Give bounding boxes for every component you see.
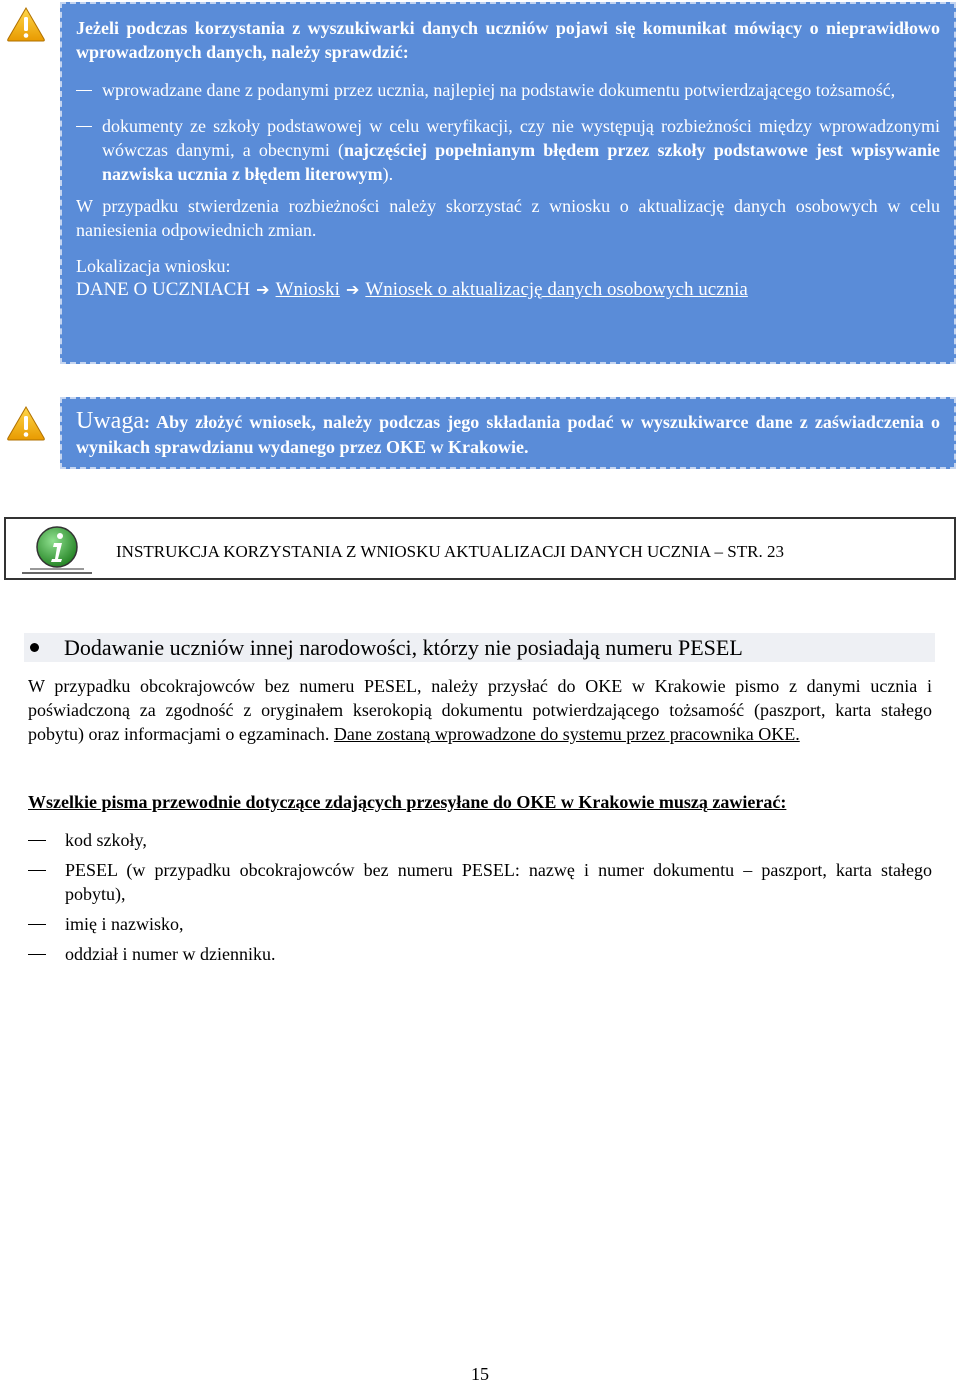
requirements-list [28,828,932,972]
bullet-icon [30,643,39,652]
list-item-text: wprowadzane dane z podanymi przez ucznia, najlepiej na podstawie dokumentu potwierdzającego tożsamość, [102,80,896,100]
list-item [28,858,932,906]
list-item [28,912,932,936]
list-item [28,828,932,852]
list-item [28,942,932,966]
requirements-heading: Wszelkie pisma przewodnie dotyczące zdających przesyłane do OKE w Krakowie muszą zawierać: [28,792,787,812]
link-wniosek-aktualizacja[interactable]: Wniosek o aktualizację danych osobowych ucznia [365,279,748,300]
info-icon [20,525,94,582]
list-item-text: oddział i numer w dzienniku. [65,944,276,964]
paragraph-underlined-text: Dane zostaną wprowadzone do systemu przez pracownika OKE. [333,724,800,744]
note-box [60,397,956,469]
list-item [76,78,940,102]
section-paragraph [28,674,932,746]
instruction-text: INSTRUKCJA KORZYSTANIA Z WNIOSKU AKTUALIZACJI DANYCH UCZNIA – STR. 23 [116,542,784,561]
warning-icon [6,6,46,42]
instruction-reference-box [4,517,956,580]
page-number: 15 [471,1364,489,1384]
arrow-right-icon: ➔ [256,280,270,299]
warning-paragraph: W przypadku stwierdzenia rozbieżności należy skorzystać z wniosku o aktualizację danych osobowych w celu naniesienia odpowiednich zmian. [76,196,940,240]
warning-icon [6,405,46,441]
section-heading [24,633,935,662]
list-item-text: dokumenty ze szkoły podstawowej w celu weryfikacji, czy nie występują rozbieżności między wprowadzonymi wówczas danymi, a obecnymi ( [102,116,940,160]
list-item-text: imię i nazwisko, [65,914,184,934]
paragraph-text: W przypadku obcokrajowców bez numeru PESEL, należy przysłać do OKE w Krakowie pismo z danymi ucznia i poświadczoną za zgodność z oryginałem kserokopią dokumentu potwierdzającego tożsamość (paszport, karta stałego pobytu) oraz informacjami o egzaminach. [28,676,932,744]
link-wnioski[interactable]: Wnioski [275,279,340,300]
list-item [76,114,940,186]
arrow-right-icon: ➔ [345,280,360,299]
list-item-text: kod szkoły, [65,830,147,850]
list-item-end: ). [382,164,394,184]
location-root: DANE O UCZNIACH [76,279,251,300]
location-label: Lokalizacja wniosku: [76,256,231,276]
note-text: : Aby złożyć wniosek, należy podczas jego składania podać w wyszukiwarce dane z zaświadczenia o wynikach sprawdzianu wydanego przez OKE w Krakowie. [76,412,940,457]
warning-intro: Jeżeli podczas korzystania z wyszukiwarki danych uczniów pojawi się komunikat mówiący o nieprawidłowo wprowadzonych danych, należy sprawdzić: [76,18,940,62]
section-title: Dodawanie uczniów innej narodowości, którzy nie posiadają numeru PESEL [64,635,743,660]
location-path [76,278,940,302]
note-label: Uwaga [76,408,144,434]
warning-info-box [60,2,956,364]
list-item-text: PESEL (w przypadku obcokrajowców bez numeru PESEL: nazwę i numer dokumentu – paszport, karta stałego pobytu), [65,860,932,904]
list-item-bold-text: najczęściej popełnianym błędem przez szkoły podstawowe jest wpisywanie nazwiska ucznia z błędem literowym [102,140,940,184]
